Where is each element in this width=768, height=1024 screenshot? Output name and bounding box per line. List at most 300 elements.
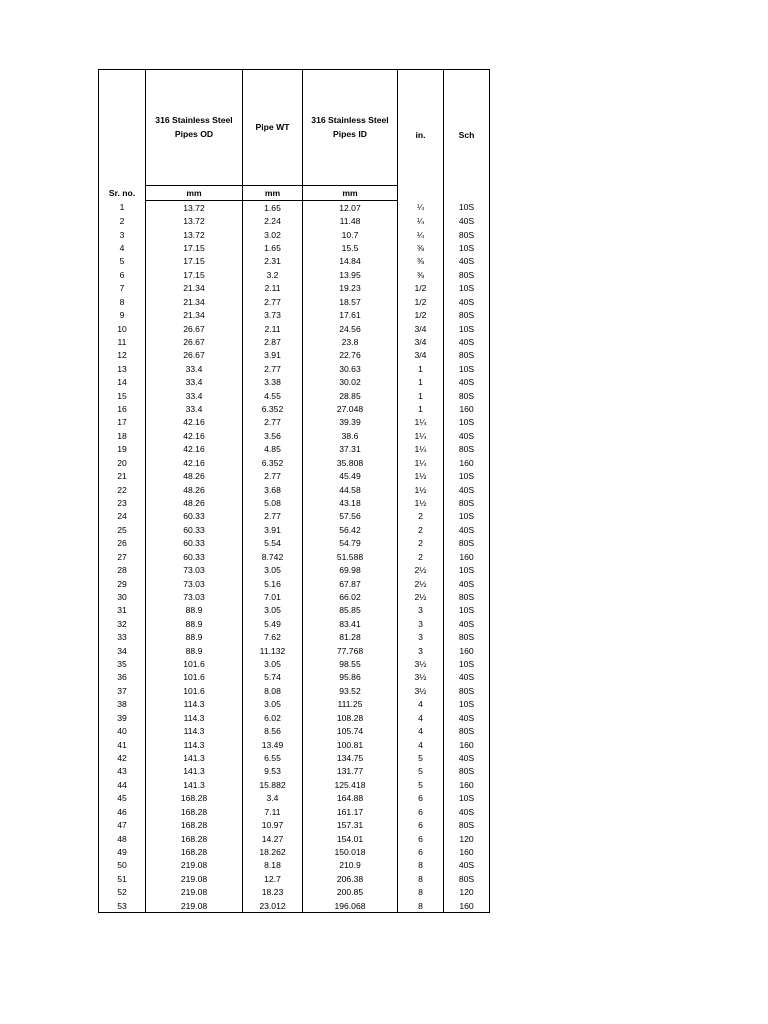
cell-in: 1¼ <box>398 456 444 469</box>
cell-wt: 3.4 <box>243 792 303 805</box>
cell-od: 48.26 <box>146 496 243 509</box>
cell-sch: 10S <box>444 416 490 429</box>
cell-id: 23.8 <box>303 335 398 348</box>
table-row <box>99 778 490 791</box>
unit-wt: mm <box>243 186 303 201</box>
cell-in: 2 <box>398 510 444 523</box>
cell-sch: 40S <box>444 751 490 764</box>
cell-sr-no: 35 <box>99 657 146 670</box>
cell-in: 1½ <box>398 469 444 482</box>
cell-sr-no: 7 <box>99 282 146 295</box>
table-row <box>99 792 490 805</box>
cell-in: 5 <box>398 778 444 791</box>
cell-wt: 5.74 <box>243 671 303 684</box>
cell-od: 168.28 <box>146 832 243 845</box>
cell-id: 19.23 <box>303 282 398 295</box>
cell-id: 161.17 <box>303 805 398 818</box>
cell-sch: 160 <box>444 899 490 913</box>
cell-od: 26.67 <box>146 322 243 335</box>
cell-id: 105.74 <box>303 724 398 737</box>
cell-od: 33.4 <box>146 375 243 388</box>
cell-in: 1 <box>398 375 444 388</box>
cell-sr-no: 22 <box>99 483 146 496</box>
cell-in: ⅜ <box>398 241 444 254</box>
cell-sr-no: 12 <box>99 349 146 362</box>
cell-od: 21.34 <box>146 282 243 295</box>
cell-in: 6 <box>398 792 444 805</box>
cell-wt: 2.77 <box>243 295 303 308</box>
cell-sr-no: 47 <box>99 818 146 831</box>
cell-wt: 2.87 <box>243 335 303 348</box>
cell-od: 141.3 <box>146 765 243 778</box>
cell-sr-no: 19 <box>99 443 146 456</box>
cell-od: 17.15 <box>146 241 243 254</box>
cell-sch: 40S <box>444 335 490 348</box>
cell-sch: 40S <box>444 523 490 536</box>
cell-id: 45.49 <box>303 469 398 482</box>
cell-sch: 80S <box>444 590 490 603</box>
cell-id: 11.48 <box>303 214 398 227</box>
header-od-line1: 316 Stainless Steel <box>155 115 233 125</box>
cell-sr-no: 49 <box>99 845 146 858</box>
cell-wt: 4.85 <box>243 443 303 456</box>
cell-in: 2 <box>398 523 444 536</box>
table-body <box>99 201 490 913</box>
cell-sch: 10S <box>444 657 490 670</box>
cell-od: 219.08 <box>146 872 243 885</box>
cell-sr-no: 2 <box>99 214 146 227</box>
header-sr-no-label: Sr. no. <box>108 188 136 198</box>
cell-sr-no: 36 <box>99 671 146 684</box>
cell-sch: 10S <box>444 322 490 335</box>
cell-id: 69.98 <box>303 563 398 576</box>
cell-sch: 40S <box>444 214 490 227</box>
cell-in: 8 <box>398 899 444 913</box>
table-row <box>99 698 490 711</box>
cell-od: 26.67 <box>146 349 243 362</box>
cell-wt: 7.11 <box>243 805 303 818</box>
table-row <box>99 322 490 335</box>
cell-sch: 40S <box>444 429 490 442</box>
cell-sr-no: 29 <box>99 577 146 590</box>
table-row <box>99 724 490 737</box>
cell-in: 2½ <box>398 577 444 590</box>
cell-od: 48.26 <box>146 483 243 496</box>
table-row <box>99 268 490 281</box>
cell-sch: 80S <box>444 765 490 778</box>
cell-wt: 3.73 <box>243 308 303 321</box>
cell-od: 13.72 <box>146 214 243 227</box>
cell-wt: 2.77 <box>243 469 303 482</box>
cell-sr-no: 38 <box>99 698 146 711</box>
cell-sch: 80S <box>444 872 490 885</box>
cell-id: 39.39 <box>303 416 398 429</box>
table-row <box>99 496 490 509</box>
cell-wt: 3.05 <box>243 563 303 576</box>
cell-od: 101.6 <box>146 684 243 697</box>
cell-in: 1¼ <box>398 429 444 442</box>
cell-sch: 80S <box>444 496 490 509</box>
cell-sr-no: 15 <box>99 389 146 402</box>
table-row <box>99 389 490 402</box>
unit-id: mm <box>303 186 398 201</box>
cell-id: 134.75 <box>303 751 398 764</box>
cell-id: 24.56 <box>303 322 398 335</box>
cell-od: 13.72 <box>146 201 243 215</box>
cell-wt: 14.27 <box>243 832 303 845</box>
cell-id: 164.88 <box>303 792 398 805</box>
table-row <box>99 335 490 348</box>
cell-od: 168.28 <box>146 805 243 818</box>
table-row <box>99 349 490 362</box>
cell-in: 4 <box>398 711 444 724</box>
header-sr-no <box>99 186 146 201</box>
cell-in: 4 <box>398 698 444 711</box>
cell-id: 30.63 <box>303 362 398 375</box>
cell-wt: 2.77 <box>243 362 303 375</box>
header-id-line1: 316 Stainless Steel <box>311 115 389 125</box>
cell-wt: 2.77 <box>243 510 303 523</box>
cell-od: 60.33 <box>146 523 243 536</box>
cell-sr-no: 34 <box>99 644 146 657</box>
table-row <box>99 537 490 550</box>
table-row <box>99 657 490 670</box>
cell-in: 6 <box>398 845 444 858</box>
table-row <box>99 617 490 630</box>
cell-sr-no: 17 <box>99 416 146 429</box>
cell-wt: 7.01 <box>243 590 303 603</box>
cell-in: 1½ <box>398 483 444 496</box>
cell-in: ⅜ <box>398 255 444 268</box>
cell-od: 219.08 <box>146 859 243 872</box>
cell-wt: 3.68 <box>243 483 303 496</box>
table-row <box>99 456 490 469</box>
cell-wt: 3.05 <box>243 698 303 711</box>
cell-in: 3½ <box>398 671 444 684</box>
table-row <box>99 845 490 858</box>
cell-sch: 80S <box>444 724 490 737</box>
cell-sch: 10S <box>444 698 490 711</box>
cell-id: 51.588 <box>303 550 398 563</box>
table-row <box>99 577 490 590</box>
cell-od: 42.16 <box>146 416 243 429</box>
cell-wt: 18.23 <box>243 886 303 899</box>
cell-sr-no: 37 <box>99 684 146 697</box>
cell-id: 108.28 <box>303 711 398 724</box>
cell-sr-no: 9 <box>99 308 146 321</box>
header-sr-no-blank <box>99 70 146 186</box>
table-row <box>99 255 490 268</box>
cell-sch: 160 <box>444 456 490 469</box>
cell-id: 37.31 <box>303 443 398 456</box>
cell-od: 48.26 <box>146 469 243 482</box>
cell-in: 8 <box>398 886 444 899</box>
cell-in: 2½ <box>398 590 444 603</box>
cell-sr-no: 45 <box>99 792 146 805</box>
cell-od: 73.03 <box>146 577 243 590</box>
cell-od: 168.28 <box>146 845 243 858</box>
cell-od: 141.3 <box>146 751 243 764</box>
cell-in: 5 <box>398 751 444 764</box>
cell-sch: 80S <box>444 684 490 697</box>
cell-wt: 6.352 <box>243 456 303 469</box>
table-row <box>99 899 490 913</box>
cell-in: 2½ <box>398 563 444 576</box>
table-row <box>99 590 490 603</box>
table-row <box>99 711 490 724</box>
cell-in: 1/2 <box>398 295 444 308</box>
cell-od: 21.34 <box>146 295 243 308</box>
cell-id: 157.31 <box>303 818 398 831</box>
table-row <box>99 483 490 496</box>
cell-wt: 3.2 <box>243 268 303 281</box>
cell-id: 100.81 <box>303 738 398 751</box>
cell-id: 210.9 <box>303 859 398 872</box>
cell-od: 42.16 <box>146 456 243 469</box>
table-row <box>99 228 490 241</box>
cell-wt: 3.91 <box>243 523 303 536</box>
table-row <box>99 738 490 751</box>
cell-id: 77.768 <box>303 644 398 657</box>
cell-id: 154.01 <box>303 832 398 845</box>
cell-sr-no: 52 <box>99 886 146 899</box>
cell-in: 3/4 <box>398 349 444 362</box>
cell-od: 88.9 <box>146 644 243 657</box>
cell-wt: 3.02 <box>243 228 303 241</box>
cell-wt: 8.18 <box>243 859 303 872</box>
cell-wt: 2.24 <box>243 214 303 227</box>
cell-sch: 40S <box>444 483 490 496</box>
cell-sr-no: 10 <box>99 322 146 335</box>
table-row <box>99 429 490 442</box>
cell-in: 1¼ <box>398 416 444 429</box>
cell-wt: 6.55 <box>243 751 303 764</box>
cell-sch: 10S <box>444 282 490 295</box>
header-in-label: in. <box>415 129 426 140</box>
cell-od: 219.08 <box>146 899 243 913</box>
cell-sr-no: 41 <box>99 738 146 751</box>
cell-wt: 13.49 <box>243 738 303 751</box>
cell-sr-no: 44 <box>99 778 146 791</box>
table-row <box>99 832 490 845</box>
cell-sr-no: 27 <box>99 550 146 563</box>
table-row <box>99 523 490 536</box>
cell-sch: 80S <box>444 268 490 281</box>
cell-sch: 10S <box>444 469 490 482</box>
cell-sr-no: 51 <box>99 872 146 885</box>
cell-in: 2 <box>398 550 444 563</box>
table-row <box>99 886 490 899</box>
cell-id: 98.55 <box>303 657 398 670</box>
cell-od: 168.28 <box>146 818 243 831</box>
cell-od: 17.15 <box>146 255 243 268</box>
cell-in: 6 <box>398 832 444 845</box>
unit-od: mm <box>146 186 243 201</box>
cell-id: 27.048 <box>303 402 398 415</box>
cell-sr-no: 46 <box>99 805 146 818</box>
cell-id: 131.77 <box>303 765 398 778</box>
cell-id: 38.6 <box>303 429 398 442</box>
header-id <box>303 70 398 186</box>
cell-sr-no: 21 <box>99 469 146 482</box>
cell-in: ¼ <box>398 228 444 241</box>
cell-wt: 5.49 <box>243 617 303 630</box>
cell-id: 95.86 <box>303 671 398 684</box>
cell-sch: 40S <box>444 617 490 630</box>
cell-id: 206.38 <box>303 872 398 885</box>
cell-sch: 80S <box>444 308 490 321</box>
cell-sr-no: 32 <box>99 617 146 630</box>
table-row <box>99 443 490 456</box>
cell-id: 15.5 <box>303 241 398 254</box>
cell-in: ¼ <box>398 201 444 215</box>
cell-wt: 3.05 <box>243 604 303 617</box>
cell-in: 3½ <box>398 684 444 697</box>
cell-wt: 2.11 <box>243 322 303 335</box>
cell-id: 14.84 <box>303 255 398 268</box>
cell-sch: 10S <box>444 604 490 617</box>
cell-sch: 160 <box>444 402 490 415</box>
cell-sr-no: 23 <box>99 496 146 509</box>
cell-sch: 160 <box>444 644 490 657</box>
cell-sr-no: 33 <box>99 631 146 644</box>
table-row <box>99 631 490 644</box>
cell-sch: 10S <box>444 362 490 375</box>
cell-sr-no: 39 <box>99 711 146 724</box>
cell-sch: 10S <box>444 201 490 215</box>
table-row <box>99 295 490 308</box>
cell-od: 141.3 <box>146 778 243 791</box>
cell-sr-no: 5 <box>99 255 146 268</box>
table-row <box>99 375 490 388</box>
cell-sr-no: 6 <box>99 268 146 281</box>
cell-sch: 10S <box>444 510 490 523</box>
cell-wt: 15.882 <box>243 778 303 791</box>
cell-id: 111.25 <box>303 698 398 711</box>
cell-sr-no: 20 <box>99 456 146 469</box>
cell-od: 33.4 <box>146 362 243 375</box>
cell-sr-no: 16 <box>99 402 146 415</box>
cell-id: 66.02 <box>303 590 398 603</box>
cell-id: 67.87 <box>303 577 398 590</box>
cell-id: 18.57 <box>303 295 398 308</box>
cell-od: 42.16 <box>146 429 243 442</box>
header-in <box>398 70 444 201</box>
cell-sch: 160 <box>444 738 490 751</box>
cell-wt: 3.91 <box>243 349 303 362</box>
table-row <box>99 818 490 831</box>
cell-sr-no: 26 <box>99 537 146 550</box>
cell-sch: 160 <box>444 845 490 858</box>
cell-wt: 9.53 <box>243 765 303 778</box>
cell-sch: 40S <box>444 375 490 388</box>
cell-wt: 10.97 <box>243 818 303 831</box>
cell-od: 101.6 <box>146 657 243 670</box>
cell-in: 8 <box>398 859 444 872</box>
pipe-dimension-table-container <box>98 69 490 913</box>
table-row <box>99 469 490 482</box>
cell-id: 196.068 <box>303 899 398 913</box>
cell-id: 150.018 <box>303 845 398 858</box>
header-sch-label: Sch <box>458 129 475 140</box>
table-row <box>99 201 490 215</box>
cell-wt: 1.65 <box>243 201 303 215</box>
cell-sch: 10S <box>444 563 490 576</box>
cell-sch: 40S <box>444 859 490 872</box>
pipe-dimension-table <box>98 69 490 913</box>
cell-id: 81.28 <box>303 631 398 644</box>
cell-in: 3/4 <box>398 322 444 335</box>
cell-sr-no: 31 <box>99 604 146 617</box>
cell-sr-no: 25 <box>99 523 146 536</box>
cell-in: 2 <box>398 537 444 550</box>
header-sch <box>444 70 490 201</box>
cell-od: 114.3 <box>146 724 243 737</box>
cell-in: 1 <box>398 389 444 402</box>
cell-in: 1/2 <box>398 282 444 295</box>
cell-id: 10.7 <box>303 228 398 241</box>
cell-sch: 80S <box>444 228 490 241</box>
cell-id: 22.76 <box>303 349 398 362</box>
cell-in: 1¼ <box>398 443 444 456</box>
cell-sch: 10S <box>444 241 490 254</box>
cell-od: 33.4 <box>146 389 243 402</box>
cell-in: 6 <box>398 805 444 818</box>
cell-od: 60.33 <box>146 510 243 523</box>
table-row <box>99 671 490 684</box>
table-row <box>99 416 490 429</box>
cell-sch: 120 <box>444 886 490 899</box>
table-row <box>99 684 490 697</box>
cell-in: 3 <box>398 617 444 630</box>
cell-od: 101.6 <box>146 671 243 684</box>
cell-wt: 3.56 <box>243 429 303 442</box>
cell-sch: 160 <box>444 778 490 791</box>
cell-id: 125.418 <box>303 778 398 791</box>
cell-in: 3 <box>398 644 444 657</box>
table-row <box>99 751 490 764</box>
cell-od: 13.72 <box>146 228 243 241</box>
cell-od: 73.03 <box>146 563 243 576</box>
cell-sr-no: 4 <box>99 241 146 254</box>
cell-od: 26.67 <box>146 335 243 348</box>
header-id-line2: Pipes ID <box>333 128 367 139</box>
table-row <box>99 563 490 576</box>
cell-od: 114.3 <box>146 711 243 724</box>
cell-id: 35.808 <box>303 456 398 469</box>
cell-id: 17.61 <box>303 308 398 321</box>
cell-sch: 80S <box>444 631 490 644</box>
cell-sr-no: 8 <box>99 295 146 308</box>
cell-wt: 6.352 <box>243 402 303 415</box>
header-wt <box>243 70 303 186</box>
cell-in: 4 <box>398 738 444 751</box>
cell-id: 30.02 <box>303 375 398 388</box>
table-row <box>99 805 490 818</box>
cell-wt: 5.54 <box>243 537 303 550</box>
table-row <box>99 214 490 227</box>
cell-sch: 80S <box>444 389 490 402</box>
cell-wt: 3.05 <box>243 657 303 670</box>
cell-sch: 40S <box>444 295 490 308</box>
cell-od: 88.9 <box>146 617 243 630</box>
cell-sr-no: 14 <box>99 375 146 388</box>
cell-id: 43.18 <box>303 496 398 509</box>
table-row <box>99 765 490 778</box>
cell-in: ⅜ <box>398 268 444 281</box>
cell-sr-no: 40 <box>99 724 146 737</box>
cell-wt: 18.262 <box>243 845 303 858</box>
